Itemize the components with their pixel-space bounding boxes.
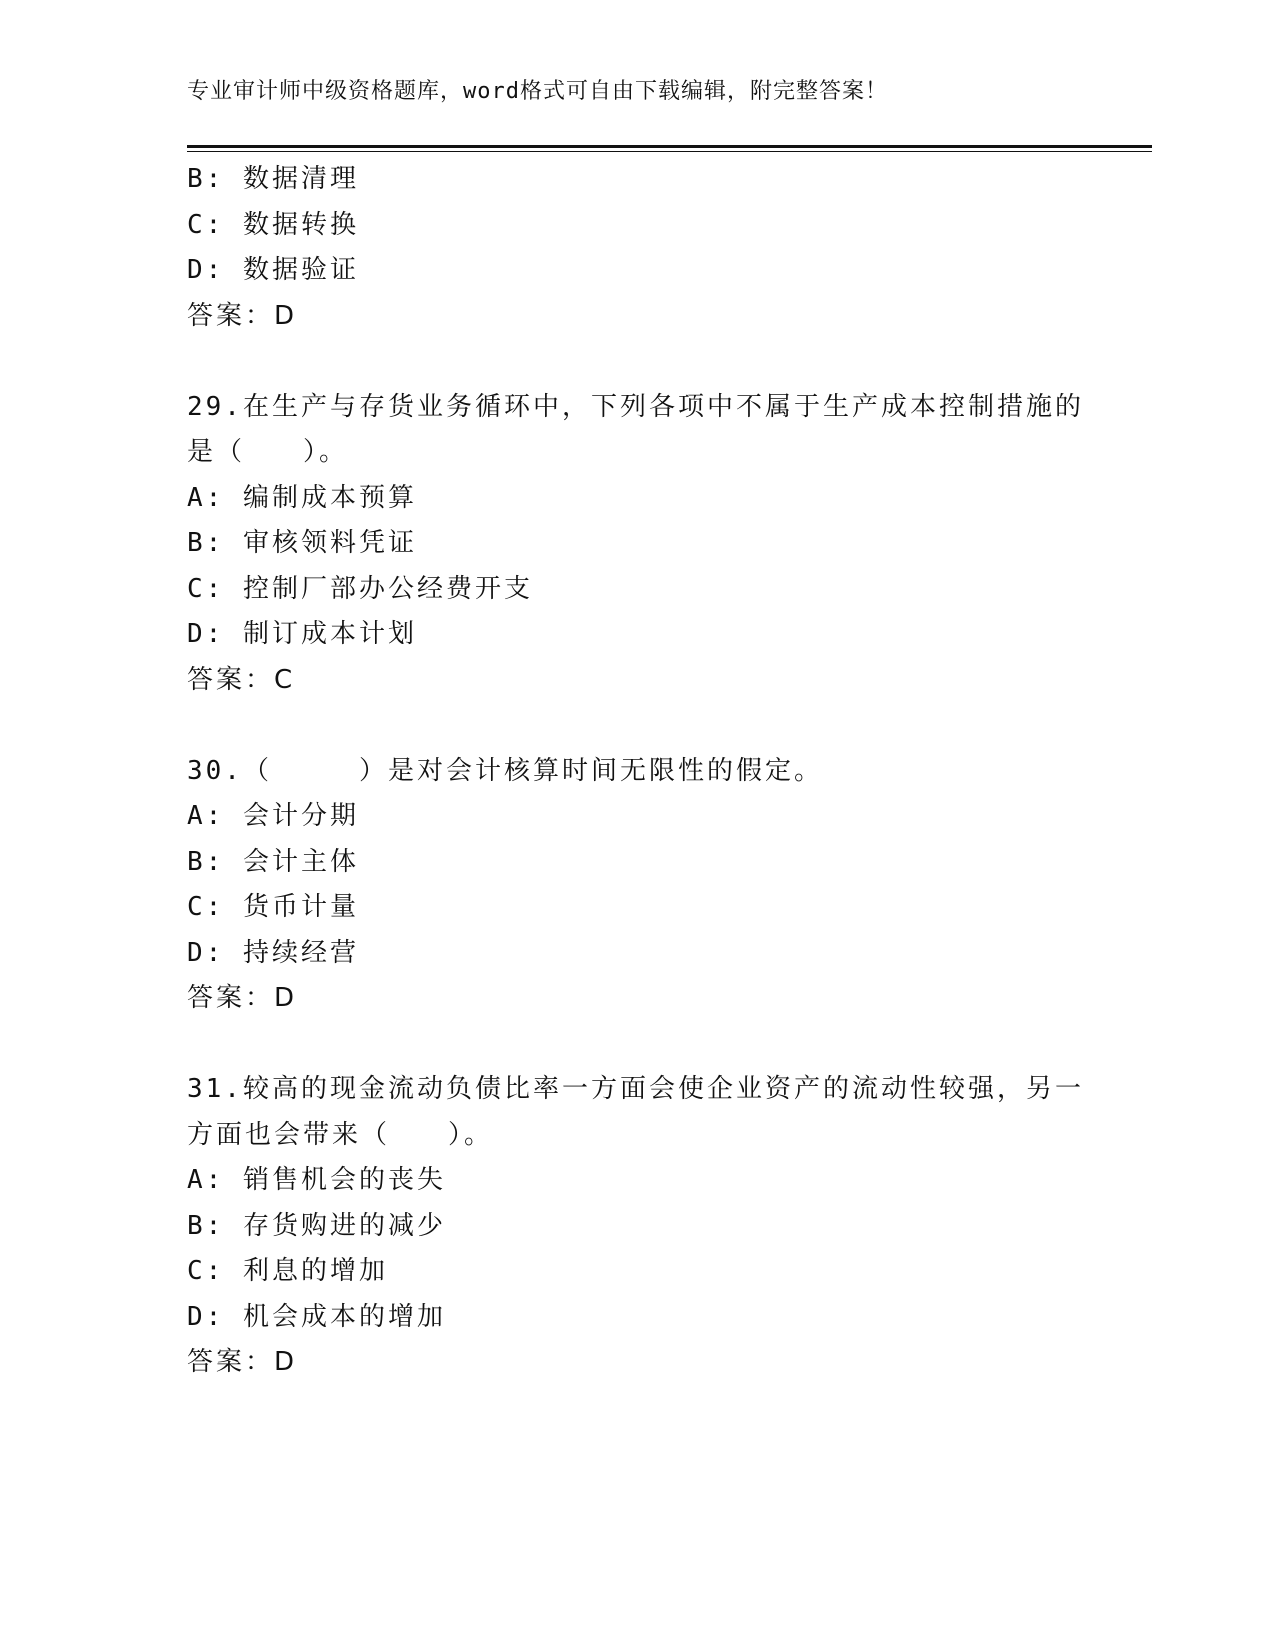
document-body — [187, 157, 1087, 1386]
option-a: A: 会计分期 — [187, 801, 359, 831]
question-stem-line-1: 29.在生产与存货业务循环中，下列各项中不属于生产成本控制措施的 — [187, 391, 1084, 422]
answer-value: C — [274, 664, 294, 695]
option-c: C: 货币计量 — [187, 892, 359, 922]
question-block-29 — [187, 385, 1087, 704]
question-block-31 — [187, 1067, 1087, 1386]
answer-label: 答案： — [187, 983, 275, 1013]
answer-value: D — [274, 300, 296, 331]
question-stem-line-2: 是（ ）。 — [187, 437, 349, 467]
answer-line — [187, 1340, 1087, 1386]
header-divider — [187, 145, 1152, 148]
option-c: C: 数据转换 — [187, 209, 359, 240]
option-c: C: 控制厂部办公经费开支 — [187, 573, 533, 604]
option-a: A: 销售机会的丧失 — [187, 1165, 446, 1195]
option-b: B: 存货购进的减少 — [187, 1210, 446, 1241]
option-d: D: 机会成本的增加 — [187, 1301, 446, 1332]
option-d: D: 持续经营 — [187, 937, 359, 968]
option-d: D: 制订成本计划 — [187, 619, 417, 649]
answer-line — [187, 976, 1087, 1022]
question-stem-line-1: 31.较高的现金流动负债比率一方面会使企业资产的流动性较强，另一 — [187, 1074, 1084, 1104]
page-header: 专业审计师中级资格题库，word格式可自由下载编辑，附完整答案！ — [187, 79, 888, 104]
spacer — [187, 1022, 1087, 1068]
question-stem-line-1: 30.（ ）是对会计核算时间无限性的假定。 — [187, 755, 823, 786]
spacer — [187, 339, 1087, 385]
answer-label: 答案： — [187, 664, 275, 695]
answer-value: D — [274, 1347, 296, 1377]
option-b: B: 数据清理 — [187, 164, 359, 194]
answer-label: 答案： — [187, 1347, 275, 1377]
answer-line — [187, 658, 1087, 704]
option-b: B: 会计主体 — [187, 846, 359, 877]
option-c: C: 利息的增加 — [187, 1256, 388, 1286]
answer-line — [187, 294, 1087, 340]
option-a: A: 编制成本预算 — [187, 482, 417, 513]
header-divider-thin — [187, 151, 1152, 152]
question-block-28 — [187, 157, 1087, 339]
question-stem-line-2: 方面也会带来（ ）。 — [187, 1119, 494, 1150]
spacer — [187, 703, 1087, 749]
option-b: B: 审核领料凭证 — [187, 528, 417, 558]
answer-value: D — [274, 983, 296, 1013]
option-d: D: 数据验证 — [187, 255, 359, 285]
answer-label: 答案： — [187, 300, 275, 331]
question-block-30 — [187, 749, 1087, 1022]
